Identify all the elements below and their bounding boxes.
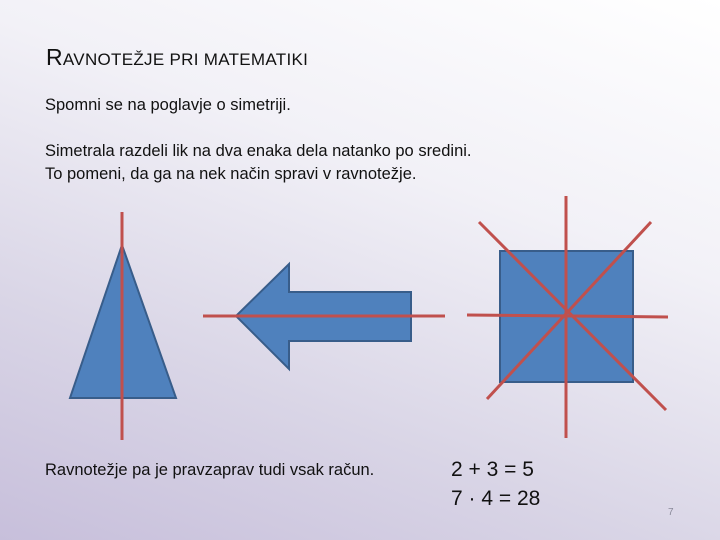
square-horizontal-line bbox=[467, 315, 668, 317]
title-first-letter: R bbox=[46, 44, 63, 70]
symmetry-text-1: Simetrala razdeli lik na dva enaka dela natanko po sredini. bbox=[45, 142, 472, 160]
intro-text: Spomni se na poglavje o simetriji. bbox=[45, 96, 291, 114]
title-rest: AVNOTEŽJE PRI MATEMATIKI bbox=[62, 50, 309, 69]
balance-text: Ravnotežje pa je pravzaprav tudi vsak račun. bbox=[45, 461, 375, 479]
equation-addition: 2 + 3 = 5 bbox=[451, 458, 534, 481]
page-number: 7 bbox=[668, 507, 674, 518]
symmetry-text-2: To pomeni, da ga na nek način spravi v ravnotežje. bbox=[45, 165, 417, 183]
equation-multiplication: 7 · 4 = 28 bbox=[451, 487, 541, 510]
